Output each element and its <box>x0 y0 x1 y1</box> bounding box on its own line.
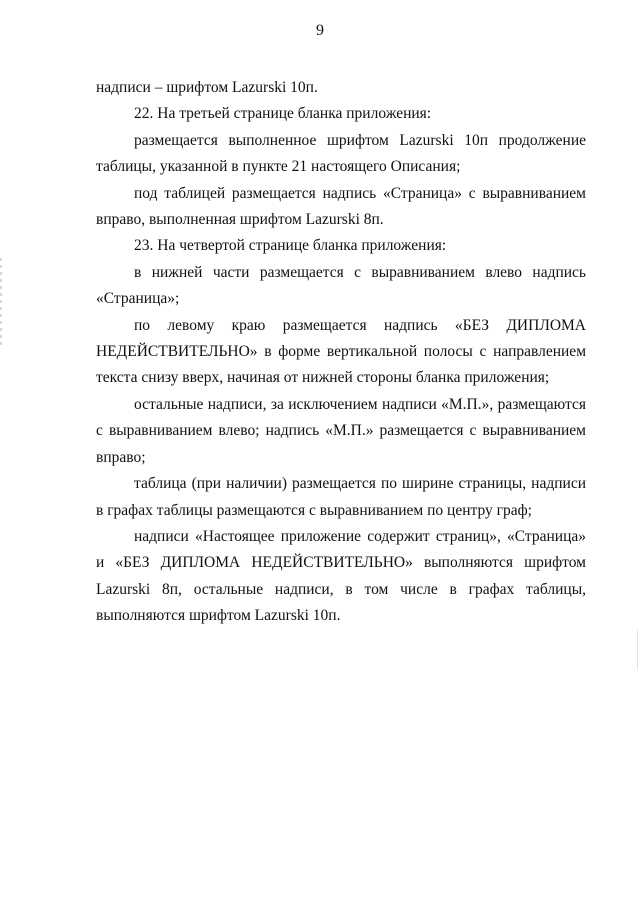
paragraph-table-layout: таблица (при наличии) размещается по ширине страницы, надписи в графах таблицы размещаются с выравниванием по центру граф; <box>96 475 586 519</box>
paragraph-third-page-label: под таблицей размещается надпись «Страница» с выравниванием вправо, выполненная шрифтом Lazurski 8п. <box>96 184 586 229</box>
paragraph-alignment-rules: остальные надписи, за исключением надписи «М.П.», размещаются с выравниванием влево; надпись «М.П.» размещается с выравниванием вправо; <box>96 395 586 466</box>
paragraph-fourth-page-bottom-label: в нижней части размещается с выравниванием влево надпись «Страница»; <box>96 263 586 308</box>
paragraph-item-23-heading: 23. На четвертой странице бланка приложения: <box>134 237 447 255</box>
page-number: 9 <box>316 22 324 39</box>
paragraph-vertical-strip: по левому краю размещается надпись «БЕЗ ДИПЛОМА НЕДЕЙСТВИТЕЛЬНО» в форме вертикальной полосы с направлением текста снизу вверх, начиная от нижней стороны бланка приложения; <box>96 316 586 387</box>
scan-artifact-left <box>0 258 2 348</box>
paragraph-font-rules: надписи «Настоящее приложение содержит страниц», «Страница» и «БЕЗ ДИПЛОМА НЕДЕЙСТВИТЕЛЬНО» выполняются шрифтом Lazurski 8п, остальные надписи, в том числе в графах таблицы, выполняются шрифтом Lazurski 10п. <box>96 527 586 625</box>
paragraph-third-page-table: размещается выполненное шрифтом Lazurski 10п продолжение таблицы, указанной в пункте 21 настоящего Описания; <box>96 131 586 176</box>
document-body <box>96 75 586 630</box>
scan-artifact-right <box>637 630 638 670</box>
paragraph-item-22-heading: 22. На третьей странице бланка приложения: <box>134 105 432 123</box>
paragraph-continuation: надписи – шрифтом Lazurski 10п. <box>96 79 318 96</box>
